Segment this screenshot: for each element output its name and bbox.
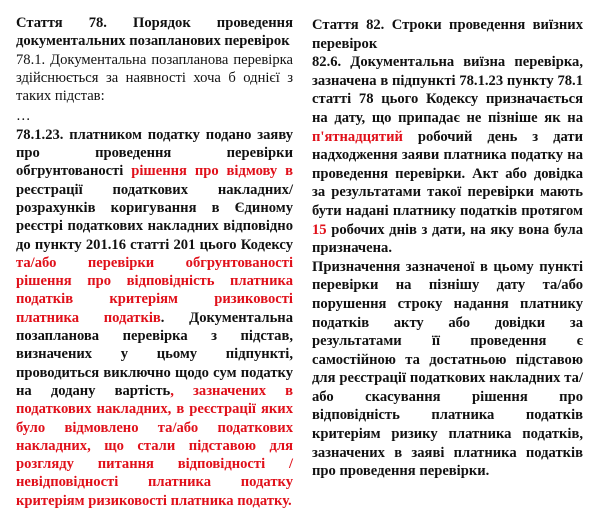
- ellipsis: …: [16, 108, 31, 125]
- clause-78-1-23-text: 78.1.23. платником податку подано заяву про проведення перевірки обгрунтованості: [16, 126, 293, 180]
- clause-78-1-23-text: реєстрації податкових накладних/розрахунків коригування в Єдиному реєстрі податкових накладних відповідно до пункту 201.16 статті 201 цього Кодексу: [16, 181, 293, 253]
- highlight-invoices: , зазначених в податкових накладних, в реєстрації яких було відмовлено та/або податкових накладних, що стали підставою для розгляду питання відповідності / невідповідності платника податку критеріям ризиковості платника податку.: [16, 382, 293, 509]
- clause-82-6-paragraph-2: Призначення зазначеної в цьому пункті перевірки на пізнішу дату та/або порушення строку надання платнику податків акту або довідки за результатами її проведення є самостійною та достатньою підставою для реєстрації податкових накладних та/або скасування рішення про відповідність платника податків критеріям ризику платника податків, зазначених в заяві платника податків про проведення перевірки.: [312, 258, 583, 480]
- highlight-risk-criteria: та/або перевірки обгрунтованості рішення про відповідність платника податків критеріям ризиковості платника податків: [16, 254, 293, 326]
- article-78-heading: Стаття 78. Порядок проведення документальних позапланових перевірок: [16, 15, 293, 50]
- highlight-fifteenth: п'ятнадцятий: [312, 128, 403, 145]
- clause-78-1-23: [16, 126, 293, 510]
- highlight-refusal-decision: рішення про відмову в: [131, 163, 293, 180]
- clause-82-6: [312, 53, 583, 258]
- article-82-heading: Стаття 82. Строки проведення виїзних перевірок: [312, 17, 583, 52]
- clause-82-6-text: 82.6. Документальна виїзна перевірка, зазначена в підпункті 78.1.23 пункту 78.1 статті 78 цього Кодексу призначається на дату, що припадає не пізніше як на: [312, 54, 583, 126]
- right-column: [312, 16, 583, 481]
- clause-78-1: 78.1. Документальна позапланова перевірка здійснюється за наявності хоча б однієї з таких підстав:: [16, 51, 293, 105]
- clause-82-6-text: робочий день з дати надходження заяви платника податку на проведення перевірки. Акт або довідка за результатами такої перевірки мають бути надані платнику податків протягом: [312, 128, 583, 219]
- left-column: [16, 14, 293, 510]
- clause-82-6-text: робочих днів з дати, на яку вона була призначена.: [312, 221, 583, 257]
- highlight-15-days: 15: [312, 221, 327, 238]
- clause-78-1-23-text: . Документальна позапланова перевірка з підстав, визначених у цьому підпункті, проводиться виключно щодо сум податку на додану вартість: [16, 309, 294, 399]
